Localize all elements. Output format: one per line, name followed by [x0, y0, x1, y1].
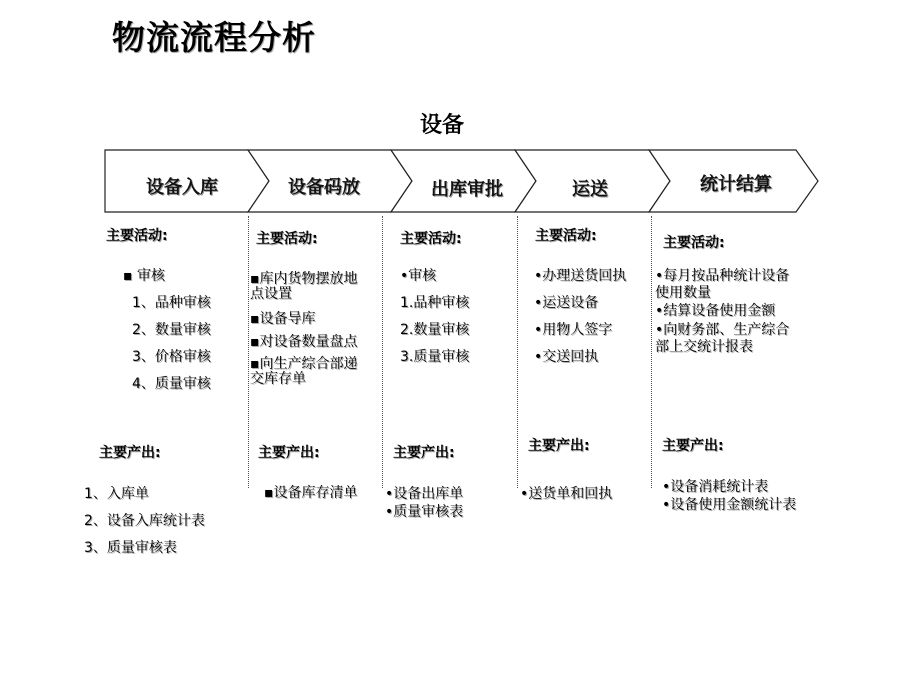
- output-3-1: •设备出库单: [385, 486, 464, 502]
- activity-1-3: 2、数量审核: [132, 322, 211, 338]
- activities-header-5: 主要活动:: [663, 235, 725, 251]
- output-1-1: 1、入库单: [84, 486, 149, 502]
- activity-5-1: •每月按品种统计设备使用数量: [655, 268, 790, 301]
- outputs-header-4: 主要产出:: [528, 438, 590, 454]
- diagram-subtitle: 设备: [420, 113, 465, 138]
- activity-2-3: ▪对设备数量盘点: [250, 334, 358, 350]
- output-1-2: 2、设备入库统计表: [84, 513, 205, 529]
- activity-3-2: 1.品种审核: [400, 295, 470, 311]
- stage-label-2: 设备码放: [288, 177, 360, 198]
- activities-header-2: 主要活动:: [256, 231, 318, 247]
- activity-2-4: ▪向生产综合部递交库存单: [250, 356, 358, 387]
- activity-2-2: ▪设备导库: [250, 311, 316, 327]
- stage-label-5: 统计结算: [700, 174, 772, 195]
- outputs-header-2: 主要产出:: [258, 445, 320, 461]
- stage-label-1: 设备入库: [146, 177, 218, 198]
- stage-label-4: 运送: [572, 179, 608, 200]
- column-divider: [248, 216, 249, 488]
- activity-1-1: ▪ 审核: [123, 268, 165, 284]
- output-3-2: •质量审核表: [385, 504, 464, 520]
- activity-4-1: •办理送货回执: [534, 268, 627, 284]
- column-divider: [382, 216, 383, 488]
- page-title: 物流流程分析: [112, 18, 316, 57]
- output-4-1: •送货单和回执: [520, 486, 613, 502]
- column-divider: [517, 216, 518, 488]
- output-5-2: •设备使用金额统计表: [662, 497, 797, 513]
- column-divider: [651, 216, 652, 488]
- activity-2-1: ▪库内货物摆放地点设置: [250, 271, 358, 302]
- outputs-header-3: 主要产出:: [393, 445, 455, 461]
- activity-4-3: •用物人签字: [534, 322, 613, 338]
- output-5-1: •设备消耗统计表: [662, 479, 769, 495]
- output-2-1: ▪设备库存清单: [264, 485, 358, 501]
- activities-header-3: 主要活动:: [400, 231, 462, 247]
- outputs-header-5: 主要产出:: [662, 438, 724, 454]
- activities-header-1: 主要活动:: [106, 228, 168, 244]
- stage-label-3: 出库审批: [431, 179, 503, 200]
- activity-3-3: 2.数量审核: [400, 322, 470, 338]
- output-1-3: 3、质量审核表: [84, 540, 177, 556]
- activity-5-3: •向财务部、生产综合部上交统计报表: [655, 322, 790, 355]
- activity-4-4: •交送回执: [534, 349, 599, 365]
- activity-5-2: •结算设备使用金额: [655, 303, 776, 319]
- outputs-header-1: 主要产出:: [99, 445, 161, 461]
- activities-header-4: 主要活动:: [535, 228, 597, 244]
- activity-3-4: 3.质量审核: [400, 349, 470, 365]
- activity-3-1: •审核: [400, 268, 437, 284]
- activity-1-2: 1、品种审核: [132, 295, 211, 311]
- activity-1-5: 4、质量审核: [132, 376, 211, 392]
- activity-4-2: •运送设备: [534, 295, 599, 311]
- activity-1-4: 3、价格审核: [132, 349, 211, 365]
